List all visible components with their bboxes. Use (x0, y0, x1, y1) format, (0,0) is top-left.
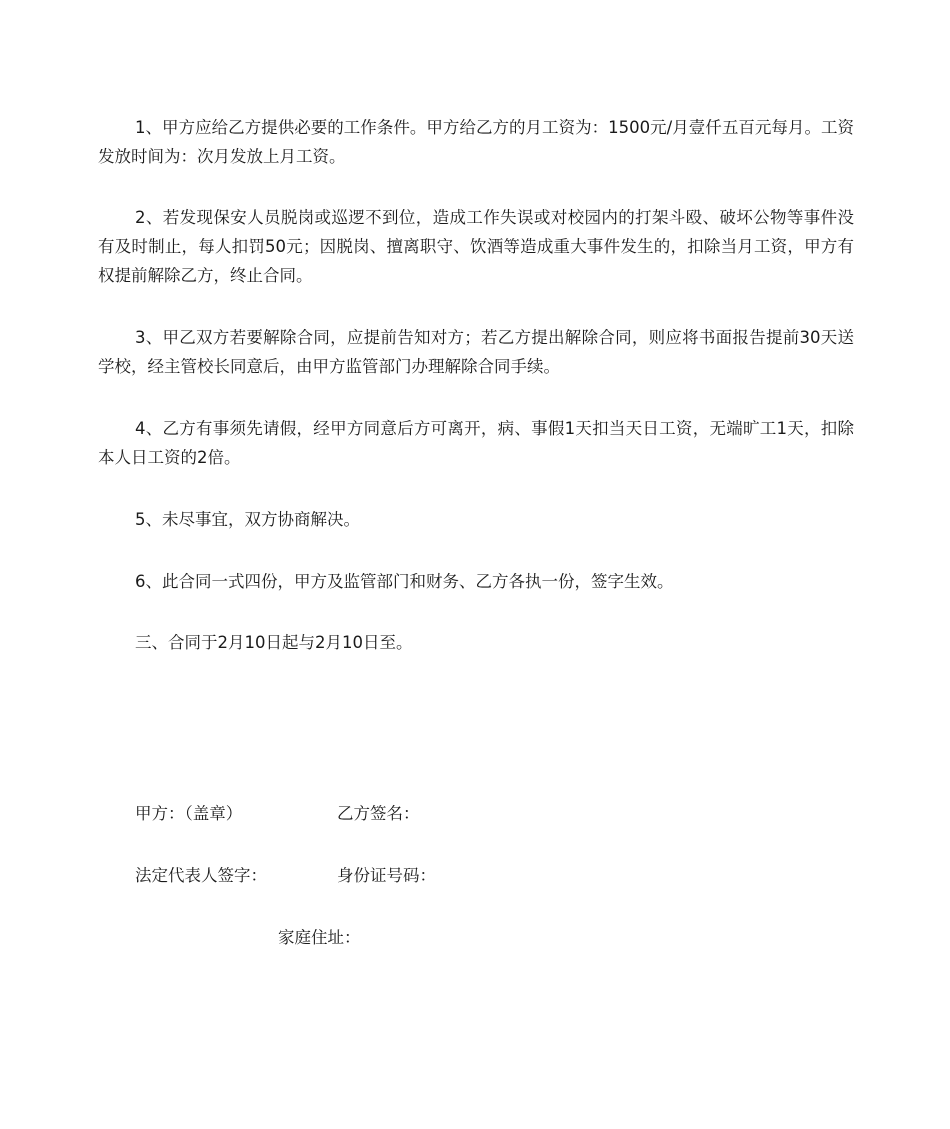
contract-term: 三、合同于2月10日起与2月10日至。 (135, 633, 413, 652)
clause-1: 1、甲方应给乙方提供必要的工作条件。甲方给乙方的月工资为：1500元/月壹仟五百元每月。工资发放时间为：次月发放上月工资。 (98, 118, 854, 166)
id-number-label: 身份证号码： (337, 866, 436, 885)
legal-representative-label: 法定代表人签字： (135, 866, 267, 885)
party-a-seal-label: 甲方：（盖章） (135, 804, 243, 823)
clause-5: 5、未尽事宜，双方协商解决。 (135, 510, 360, 529)
party-b-signature-label: 乙方签名： (337, 804, 420, 823)
clause-3: 3、甲乙双方若要解除合同，应提前告知对方；若乙方提出解除合同，则应将书面报告提前30天送学校，经主管校长同意后，由甲方监管部门办理解除合同手续。 (98, 328, 854, 376)
clause-2: 2、若发现保安人员脱岗或巡逻不到位，造成工作失误或对校园内的打架斗殴、破坏公物等事件没有及时制止，每人扣罚50元；因脱岗、擅离职守、饮酒等造成重大事件发生的，扣除当月工资，甲方有权提前解除乙方，终止合同。 (98, 208, 854, 285)
clause-6: 6、此合同一式四份，甲方及监管部门和财务、乙方各执一份，签字生效。 (135, 572, 674, 591)
home-address-label: 家庭住址： (278, 928, 361, 947)
clause-4: 4、乙方有事须先请假，经甲方同意后方可离开，病、事假1天扣当天日工资，无端旷工1天，扣除本人日工资的2倍。 (98, 419, 854, 467)
